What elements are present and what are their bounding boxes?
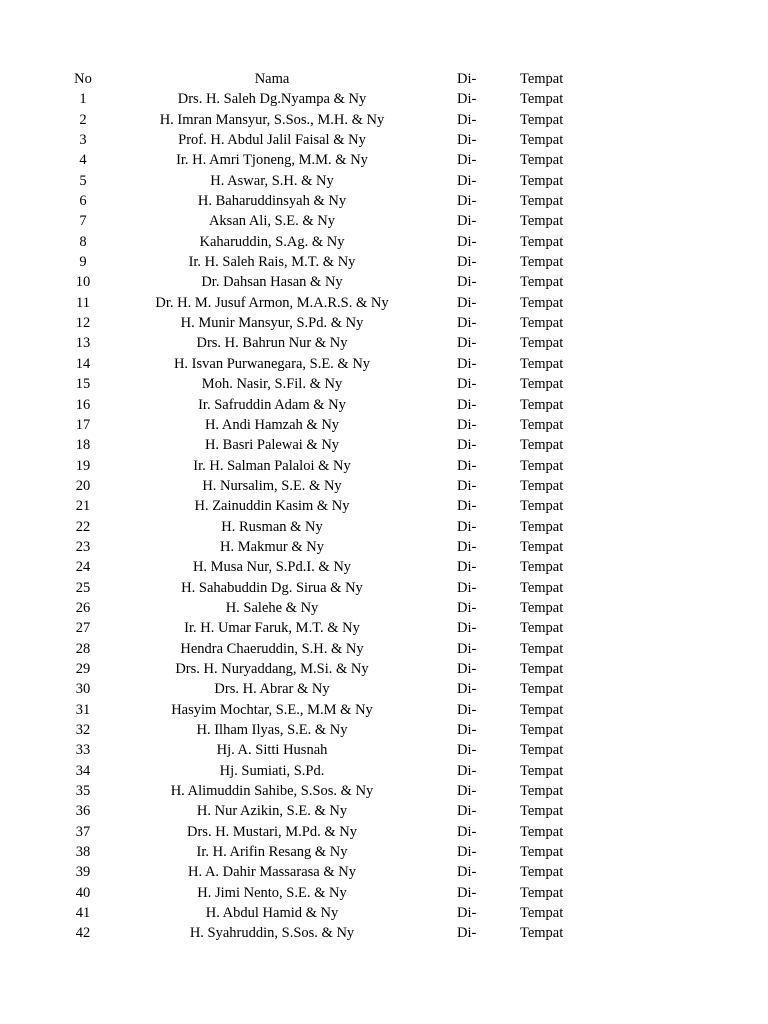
no-cell: 29 (75, 660, 91, 677)
nama-cell: H. Baharuddinsyah & Ny (197, 193, 347, 210)
tempat-cell: Tempat (520, 315, 564, 332)
table-row (0, 476, 768, 496)
di-cell: Di- (457, 193, 477, 210)
di-cell: Di- (457, 599, 477, 616)
di-cell: Di- (457, 783, 477, 800)
di-cell: Di- (457, 315, 477, 332)
tempat-cell: Tempat (520, 823, 564, 840)
table-body (0, 89, 768, 943)
di-cell: Di- (457, 457, 477, 474)
no-cell: 13 (75, 335, 91, 352)
no-cell: 37 (75, 823, 91, 840)
table-row (0, 557, 768, 577)
tempat-cell: Tempat (520, 762, 564, 779)
table-row (0, 313, 768, 333)
table-row (0, 659, 768, 679)
tempat-cell: Tempat (520, 599, 564, 616)
tempat-cell: Tempat (520, 884, 564, 901)
header-di: Di- (457, 71, 477, 87)
di-cell: Di- (457, 213, 477, 230)
no-cell: 31 (75, 701, 91, 718)
table-row (0, 720, 768, 740)
di-cell: Di- (457, 640, 477, 657)
nama-cell: H. Andi Hamzah & Ny (204, 416, 340, 433)
tempat-cell: Tempat (520, 274, 564, 291)
tempat-cell: Tempat (520, 294, 564, 311)
tempat-cell: Tempat (520, 477, 564, 494)
no-cell: 24 (75, 559, 91, 576)
tempat-cell: Tempat (520, 193, 564, 210)
nama-cell: Kaharuddin, S.Ag. & Ny (199, 233, 345, 250)
di-cell: Di- (457, 722, 477, 738)
di-cell: Di- (457, 844, 477, 861)
di-cell: Di- (457, 355, 477, 372)
no-cell: 42 (75, 925, 91, 942)
di-cell: Di- (457, 498, 477, 515)
nama-cell: Ir. Safruddin Adam & Ny (198, 396, 346, 413)
table-row (0, 415, 768, 435)
no-cell: 15 (75, 376, 91, 393)
table-row (0, 110, 768, 130)
header-nama: Nama (254, 71, 290, 87)
no-cell: 38 (75, 844, 91, 861)
table-row (0, 578, 768, 598)
tempat-cell: Tempat (520, 172, 564, 189)
no-cell: 33 (75, 742, 91, 759)
di-cell: Di- (457, 884, 477, 901)
di-cell: Di- (457, 518, 477, 535)
table-row (0, 639, 768, 659)
table-row (0, 252, 768, 272)
table-row (0, 435, 768, 455)
di-cell: Di- (457, 905, 477, 922)
di-cell: Di- (457, 172, 477, 189)
di-cell: Di- (457, 742, 477, 759)
table-row (0, 232, 768, 252)
header-tempat: Tempat (520, 71, 564, 87)
di-cell: Di- (457, 620, 477, 637)
no-cell: 22 (75, 518, 91, 535)
no-cell: 11 (76, 294, 90, 311)
nama-cell: Prof. H. Abdul Jalil Faisal & Ny (178, 132, 366, 149)
table-row (0, 842, 768, 862)
tempat-cell: Tempat (520, 640, 564, 657)
no-cell: 5 (79, 172, 87, 189)
table-row (0, 354, 768, 374)
table-row (0, 171, 768, 191)
tempat-cell: Tempat (520, 742, 564, 759)
tempat-cell: Tempat (520, 396, 564, 413)
table-row (0, 293, 768, 313)
table-row (0, 761, 768, 781)
di-cell: Di- (457, 233, 477, 250)
nama-cell: H. Isvan Purwanegara, S.E. & Ny (173, 355, 371, 372)
di-cell: Di- (457, 254, 477, 271)
nama-cell: Hj. A. Sitti Husnah (216, 742, 328, 759)
table-row (0, 537, 768, 557)
no-cell: 40 (75, 884, 91, 901)
di-cell: Di- (457, 701, 477, 718)
table-row (0, 618, 768, 638)
tempat-cell: Tempat (520, 538, 564, 555)
di-cell: Di- (457, 396, 477, 413)
nama-cell: Ir. H. Amri Tjoneng, M.M. & Ny (176, 152, 368, 169)
di-cell: Di- (457, 294, 477, 311)
tempat-cell: Tempat (520, 803, 564, 820)
nama-cell: H. Salehe & Ny (225, 599, 319, 616)
nama-cell: H. Jimi Nento, S.E. & Ny (197, 884, 347, 901)
nama-cell: H. Syahruddin, S.Sos. & Ny (189, 925, 355, 942)
nama-cell: H. Makmur & Ny (220, 538, 324, 555)
no-cell: 19 (75, 457, 91, 474)
nama-cell: Hj. Sumiati, S.Pd. (219, 762, 325, 779)
table-row (0, 517, 768, 537)
nama-cell: H. Musa Nur, S.Pd.I. & Ny (192, 559, 352, 576)
no-cell: 12 (75, 315, 91, 332)
table-row (0, 496, 768, 516)
table-row (0, 395, 768, 415)
table-row (0, 89, 768, 109)
no-cell: 30 (75, 681, 91, 698)
table-row (0, 679, 768, 699)
nama-cell: H. A. Dahir Massarasa & Ny (188, 864, 356, 881)
no-cell: 6 (79, 193, 87, 210)
table-row (0, 191, 768, 211)
tempat-cell: Tempat (520, 416, 564, 433)
di-cell: Di- (457, 925, 477, 942)
tempat-cell: Tempat (520, 681, 564, 698)
no-cell: 39 (75, 864, 91, 881)
no-cell: 26 (75, 599, 91, 616)
nama-cell: H. Alimuddin Sahibe, S.Sos. & Ny (170, 783, 374, 800)
tempat-cell: Tempat (520, 844, 564, 861)
no-cell: 2 (79, 111, 87, 128)
nama-cell: Ir. H. Umar Faruk, M.T. & Ny (184, 620, 360, 637)
no-cell: 3 (79, 132, 87, 149)
no-cell: 28 (75, 640, 91, 657)
no-cell: 8 (79, 233, 87, 250)
no-cell: 27 (75, 620, 91, 637)
no-cell: 10 (75, 274, 91, 291)
tempat-cell: Tempat (520, 111, 564, 128)
nama-cell: Dr. Dahsan Hasan & Ny (201, 274, 343, 291)
di-cell: Di- (457, 579, 477, 596)
nama-cell: Moh. Nasir, S.Fil. & Ny (201, 376, 343, 393)
di-cell: Di- (457, 274, 477, 291)
table-row (0, 272, 768, 292)
table-row (0, 374, 768, 394)
no-cell: 14 (75, 355, 91, 372)
tempat-cell: Tempat (520, 701, 564, 718)
table-row (0, 598, 768, 618)
nama-cell: Dr. H. M. Jusuf Armon, M.A.R.S. & Ny (155, 294, 389, 311)
no-cell: 18 (75, 437, 91, 454)
nama-cell: Ir. H. Saleh Rais, M.T. & Ny (188, 254, 356, 271)
tempat-cell: Tempat (520, 152, 564, 169)
table-row (0, 456, 768, 476)
table-row (0, 862, 768, 882)
no-cell: 16 (75, 396, 91, 413)
di-cell: Di- (457, 864, 477, 881)
di-cell: Di- (457, 437, 477, 454)
no-cell: 35 (75, 783, 91, 800)
di-cell: Di- (457, 376, 477, 393)
nama-cell: Aksan Ali, S.E. & Ny (208, 213, 336, 230)
no-cell: 1 (79, 91, 87, 108)
di-cell: Di- (457, 152, 477, 169)
tempat-cell: Tempat (520, 620, 564, 637)
nama-cell: Drs. H. Nuryaddang, M.Si. & Ny (175, 660, 369, 677)
no-cell: 34 (75, 762, 91, 779)
no-cell: 36 (75, 803, 91, 820)
nama-cell: Drs. H. Abrar & Ny (214, 681, 330, 698)
tempat-cell: Tempat (520, 254, 564, 271)
di-cell: Di- (457, 681, 477, 698)
no-cell: 7 (79, 213, 87, 230)
tempat-cell: Tempat (520, 335, 564, 352)
tempat-cell: Tempat (520, 457, 564, 474)
tempat-cell: Tempat (520, 783, 564, 800)
tempat-cell: Tempat (520, 579, 564, 596)
nama-cell: H. Basri Palewai & Ny (204, 437, 340, 454)
no-cell: 21 (75, 498, 91, 515)
tempat-cell: Tempat (520, 518, 564, 535)
nama-cell: H. Abdul Hamid & Ny (205, 905, 339, 922)
nama-cell: H. Aswar, S.H. & Ny (210, 172, 334, 189)
di-cell: Di- (457, 660, 477, 677)
di-cell: Di- (457, 335, 477, 352)
nama-cell: Hasyim Mochtar, S.E., M.M & Ny (171, 701, 373, 718)
tempat-cell: Tempat (520, 864, 564, 881)
table-header (0, 69, 768, 89)
nama-cell: Drs. H. Mustari, M.Pd. & Ny (187, 823, 357, 840)
no-cell: 9 (79, 254, 87, 271)
tempat-cell: Tempat (520, 132, 564, 149)
tempat-cell: Tempat (520, 925, 564, 942)
header-no: No (74, 71, 92, 87)
nama-cell: Drs. H. Bahrun Nur & Ny (196, 335, 348, 352)
nama-cell: Hendra Chaeruddin, S.H. & Ny (180, 640, 364, 657)
di-cell: Di- (457, 91, 477, 108)
no-cell: 20 (75, 477, 91, 494)
tempat-cell: Tempat (520, 91, 564, 108)
table-row (0, 740, 768, 760)
table-row (0, 150, 768, 170)
tempat-cell: Tempat (520, 355, 564, 372)
di-cell: Di- (457, 132, 477, 149)
tempat-cell: Tempat (520, 722, 564, 738)
table-row (0, 822, 768, 842)
table-row (0, 333, 768, 353)
nama-cell: H. Imran Mansyur, S.Sos., M.H. & Ny (159, 111, 385, 128)
tempat-cell: Tempat (520, 905, 564, 922)
di-cell: Di- (457, 111, 477, 128)
table-row (0, 700, 768, 720)
di-cell: Di- (457, 477, 477, 494)
table-row (0, 211, 768, 231)
no-cell: 23 (75, 538, 91, 555)
di-cell: Di- (457, 823, 477, 840)
tempat-cell: Tempat (520, 233, 564, 250)
nama-cell: H. Rusman & Ny (221, 518, 323, 535)
tempat-cell: Tempat (520, 498, 564, 515)
nama-cell: H. Ilham Ilyas, S.E. & Ny (196, 722, 348, 738)
tempat-cell: Tempat (520, 213, 564, 230)
table-row (0, 923, 768, 943)
nama-cell: H. Nur Azikin, S.E. & Ny (196, 803, 348, 820)
no-cell: 17 (75, 416, 91, 433)
tempat-cell: Tempat (520, 559, 564, 576)
di-cell: Di- (457, 762, 477, 779)
no-cell: 4 (79, 152, 87, 169)
no-cell: 41 (75, 905, 91, 922)
no-cell: 32 (75, 722, 91, 738)
table-row (0, 801, 768, 821)
nama-cell: H. Sahabuddin Dg. Sirua & Ny (181, 579, 363, 596)
nama-cell: Ir. H. Salman Palaloi & Ny (193, 457, 351, 474)
tempat-cell: Tempat (520, 376, 564, 393)
nama-cell: H. Zainuddin Kasim & Ny (194, 498, 350, 515)
tempat-cell: Tempat (520, 660, 564, 677)
nama-cell: H. Nursalim, S.E. & Ny (202, 477, 342, 494)
di-cell: Di- (457, 416, 477, 433)
table-row (0, 781, 768, 801)
no-cell: 25 (75, 579, 91, 596)
table-row (0, 903, 768, 923)
nama-cell: H. Munir Mansyur, S.Pd. & Ny (180, 315, 364, 332)
tempat-cell: Tempat (520, 437, 564, 454)
guest-list-table (0, 69, 768, 944)
di-cell: Di- (457, 538, 477, 555)
table-row (0, 883, 768, 903)
nama-cell: Drs. H. Saleh Dg.Nyampa & Ny (177, 91, 367, 108)
table-row (0, 130, 768, 150)
di-cell: Di- (457, 559, 477, 576)
di-cell: Di- (457, 803, 477, 820)
nama-cell: Ir. H. Arifin Resang & Ny (196, 844, 348, 861)
